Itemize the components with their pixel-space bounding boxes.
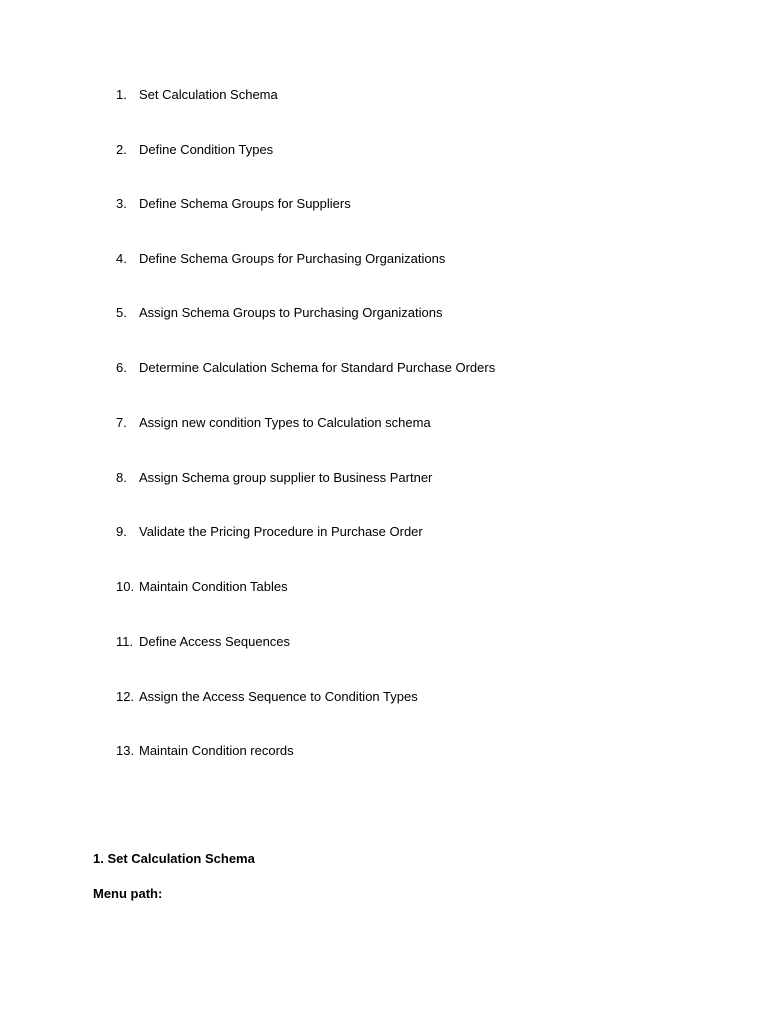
- list-item-number: 9.: [116, 524, 127, 539]
- list-item: [116, 469, 432, 487]
- list-item-text: Determine Calculation Schema for Standard Purchase Orders: [139, 360, 496, 375]
- list-item-number: 1.: [116, 87, 127, 102]
- list-item-text: Validate the Pricing Procedure in Purchase Order: [139, 524, 423, 539]
- list-item: [116, 633, 290, 651]
- list-item-number: 3.: [116, 196, 127, 211]
- list-item: [116, 578, 288, 596]
- list-item: [116, 141, 273, 159]
- list-item-number: 13.: [116, 743, 135, 758]
- list-item-number: 4.: [116, 251, 127, 266]
- list-item-text: Define Schema Groups for Suppliers: [139, 196, 351, 211]
- list-item-number: 12.: [116, 689, 135, 704]
- menu-path-label: Menu path:: [93, 886, 163, 901]
- list-item-text: Assign new condition Types to Calculation schema: [139, 415, 431, 430]
- list-item-number: 11.: [116, 634, 134, 649]
- list-item-text: Maintain Condition Tables: [139, 579, 288, 594]
- list-item: [116, 86, 278, 104]
- list-item-text: Define Access Sequences: [139, 634, 291, 649]
- list-item-text: Assign Schema Groups to Purchasing Organizations: [139, 305, 443, 320]
- list-item: [116, 359, 495, 377]
- list-item-number: 5.: [116, 305, 127, 320]
- list-item-number: 6.: [116, 360, 127, 375]
- list-item: [116, 195, 351, 213]
- list-item-number: 10.: [116, 579, 135, 594]
- list-item-text: Assign the Access Sequence to Condition Types: [139, 689, 418, 704]
- list-item-text: Define Condition Types: [139, 142, 274, 157]
- list-item-number: 7.: [116, 415, 127, 430]
- list-item: [116, 250, 445, 268]
- list-item-text: Assign Schema group supplier to Business Partner: [139, 470, 433, 485]
- section-heading: 1. Set Calculation Schema: [93, 851, 255, 866]
- list-item: [116, 414, 431, 432]
- list-item: [116, 688, 418, 706]
- list-item-text: Set Calculation Schema: [139, 87, 278, 102]
- list-item-text: Maintain Condition records: [139, 743, 294, 758]
- list-item-text: Define Schema Groups for Purchasing Organizations: [139, 251, 446, 266]
- list-item-number: 2.: [116, 142, 127, 157]
- list-item: [116, 523, 423, 541]
- list-item-number: 8.: [116, 470, 127, 485]
- list-item: [116, 304, 443, 322]
- list-item: [116, 742, 294, 760]
